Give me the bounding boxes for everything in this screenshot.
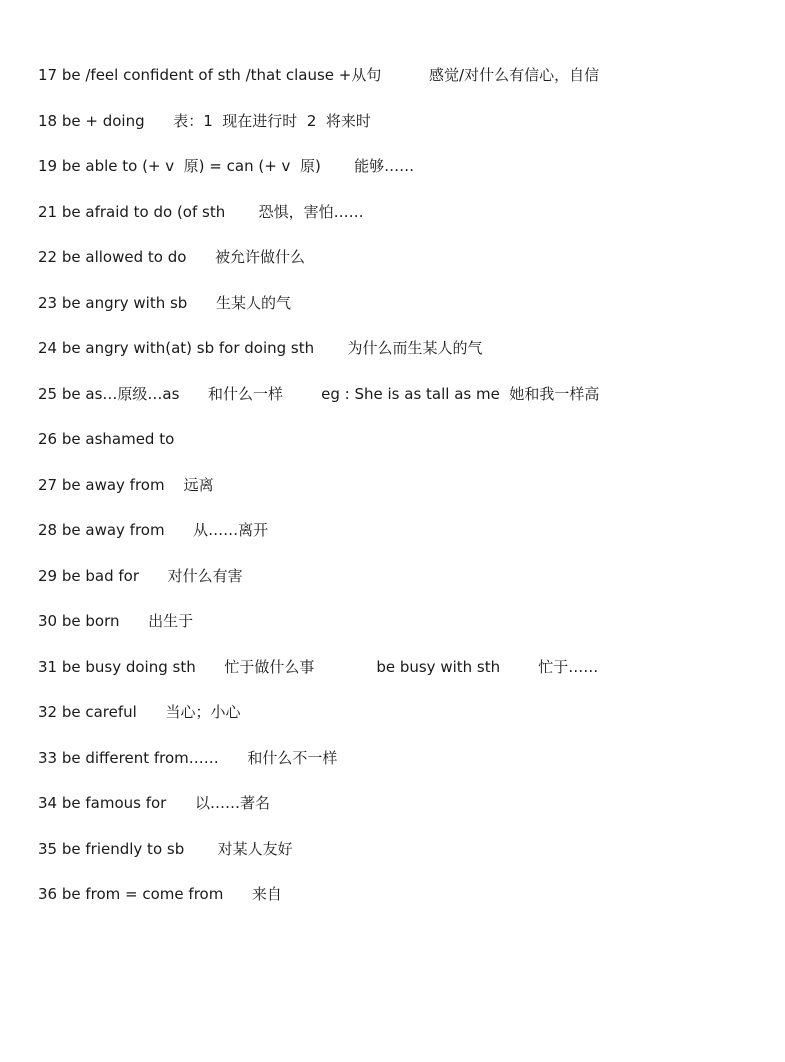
entry-17: 17 be /feel confident of sth /that clause +从句 感觉/对什么有信心，自信 — [38, 66, 600, 84]
entry-31: 31 be busy doing sth 忙于做什么事 be busy with sth 忙于…… — [38, 658, 599, 676]
entry-21: 21 be afraid to do (of sth 恐惧，害怕…… — [38, 203, 364, 221]
entry-30: 30 be born 出生于 — [38, 612, 194, 630]
entry-32: 32 be careful 当心；小心 — [38, 703, 241, 721]
entry-27: 27 be away from 远离 — [38, 476, 214, 494]
entry-18: 18 be + doing 表：1 现在进行时 2 将来时 — [38, 112, 371, 130]
entry-24: 24 be angry with(at) sb for doing sth 为什么而生某人的气 — [38, 339, 483, 357]
entry-22: 22 be allowed to do 被允许做什么 — [38, 248, 305, 266]
entry-26: 26 be ashamed to — [38, 430, 175, 448]
entry-36: 36 be from = come from 来自 — [38, 885, 282, 903]
entry-35: 35 be friendly to sb 对某人友好 — [38, 840, 293, 858]
entry-28: 28 be away from 从……离开 — [38, 521, 269, 539]
entry-19: 19 be able to (+ v 原) = can (+ v 原) 能够…… — [38, 157, 415, 175]
entry-33: 33 be different from…… 和什么不一样 — [38, 749, 338, 767]
entry-34: 34 be famous for 以……著名 — [38, 794, 270, 812]
entry-23: 23 be angry with sb 生某人的气 — [38, 294, 291, 312]
entry-25: 25 be as…原级…as 和什么一样 eg : She is as tall as me 她和我一样高 — [38, 385, 600, 403]
entry-29: 29 be bad for 对什么有害 — [38, 567, 243, 585]
